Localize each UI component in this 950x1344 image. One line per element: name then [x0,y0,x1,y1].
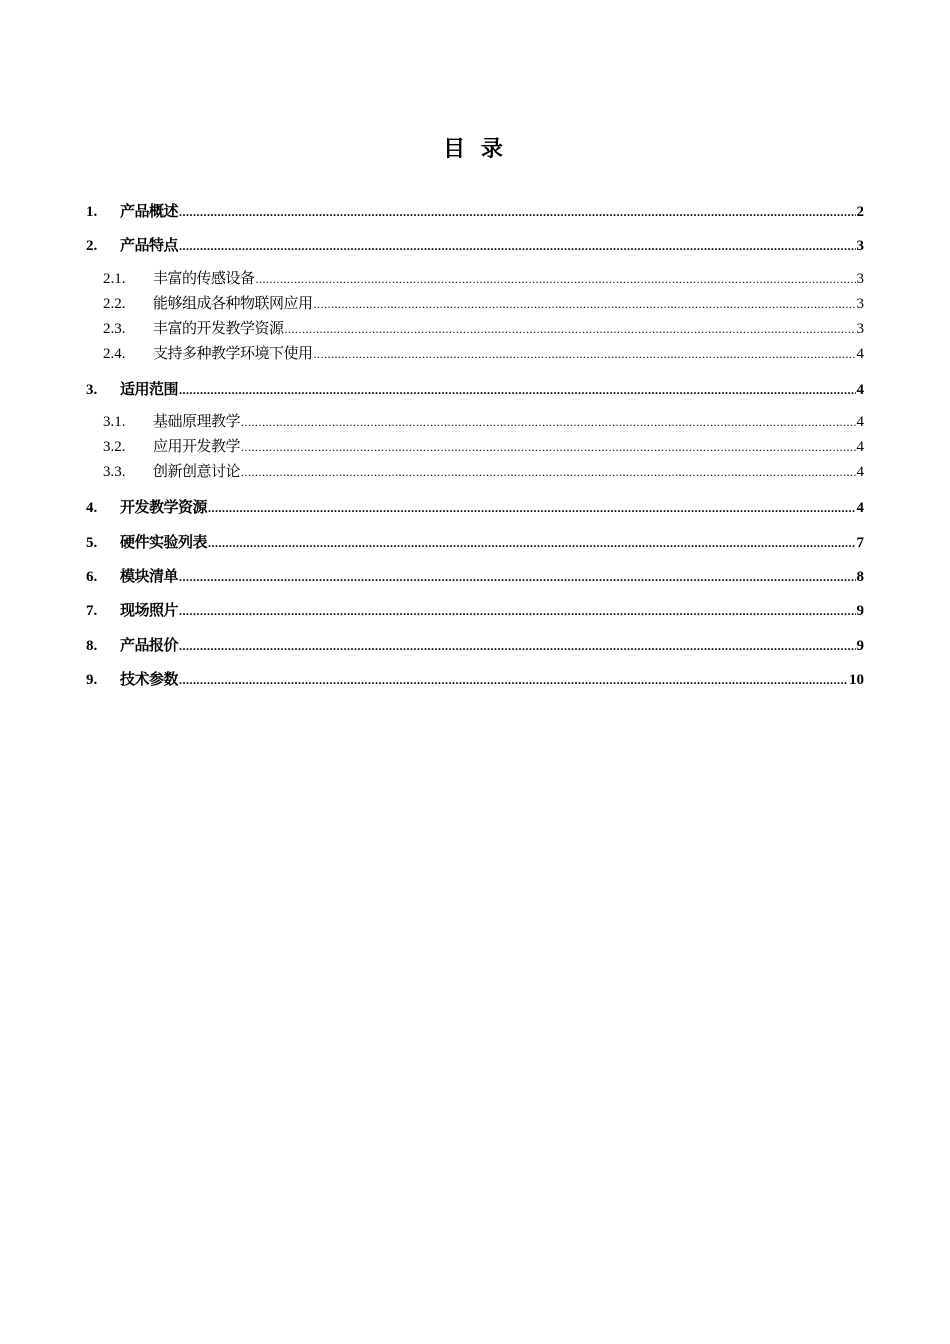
toc-entry-number: 8. [86,637,98,654]
toc-entry-2-4[interactable] [86,341,864,366]
toc-entry-3-3[interactable] [86,459,864,484]
toc-entry-3-1[interactable] [86,409,864,434]
toc-dot-leader [179,597,855,624]
toc-entry-text: 基础原理教学 [153,412,241,431]
toc-entry-number: 6. [86,568,98,585]
toc-dot-leader [179,666,848,693]
toc-entry-text: 产品特点 [120,236,179,255]
toc-list [86,197,864,700]
toc-entry-2-1[interactable] [86,266,864,291]
toc-entry-4[interactable] [86,493,864,521]
toc-dot-leader [241,435,855,459]
toc-entry-text: 适用范围 [120,379,179,398]
toc-dot-leader [179,376,855,403]
toc-dot-leader [208,494,855,521]
toc-entry-number: 7. [86,603,98,620]
toc-entry-number: 2. [86,238,98,255]
toc-entry-number: 3.1. [103,414,126,431]
toc-entry-text: 产品概述 [120,202,179,220]
toc-entry-text: 丰富的开发教学资源 [153,318,284,337]
toc-entry-number: 2.1. [103,270,126,287]
toc-title: 目 录 [443,137,507,162]
toc-entry-page: 7 [856,534,864,551]
toc-entry-2[interactable] [86,231,864,259]
toc-dot-leader [314,342,856,366]
toc-entry-page: 4 [856,439,864,456]
toc-entry-number: 3. [86,381,98,398]
toc-dot-leader [256,267,856,291]
toc-dot-leader [179,563,855,590]
toc-entry-page: 3 [856,320,864,337]
toc-entry-page: 3 [856,238,864,255]
toc-dot-leader [285,317,856,341]
toc-entry-3-2[interactable] [86,434,864,459]
toc-entry-page: 8 [856,568,864,585]
toc-entry-number: 2.2. [103,295,126,312]
toc-entry-3[interactable] [86,375,864,403]
toc-entry-page: 9 [856,603,864,620]
toc-entry-text: 丰富的传感设备 [153,268,255,287]
toc-dot-leader [179,632,855,659]
toc-entry-number: 4. [86,500,98,517]
toc-dot-leader [314,292,856,316]
toc-entry-text: 能够组成各种物联网应用 [153,293,313,312]
toc-entry-number: 3.3. [103,464,126,481]
toc-entry-text: 技术参数 [120,670,179,689]
toc-entry-page: 3 [856,270,864,287]
toc-entry-text: 产品报价 [120,635,179,654]
toc-entry-7[interactable] [86,596,864,624]
toc-entry-2-2[interactable] [86,291,864,316]
toc-entry-page: 4 [856,464,864,481]
toc-entry-number: 2.4. [103,345,126,362]
toc-entry-text: 支持多种教学环境下使用 [153,343,313,362]
toc-entry-number: 3.2. [103,439,126,456]
toc-dot-leader [241,460,855,484]
toc-entry-number: 2.3. [103,320,126,337]
toc-entry-number: 1. [86,204,98,220]
toc-entry-page: 10 [849,672,864,689]
toc-entry-text: 创新创意讨论 [153,462,241,481]
toc-entry-text: 现场照片 [120,601,179,620]
toc-entry-8[interactable] [86,631,864,659]
toc-entry-text: 模块清单 [120,566,179,585]
toc-entry-page: 4 [856,345,864,362]
toc-entry-2-3[interactable] [86,316,864,341]
toc-entry-number: 9. [86,672,98,689]
toc-entry-1[interactable] [86,197,864,225]
toc-entry-6[interactable] [86,562,864,590]
toc-entry-page: 4 [856,381,864,398]
toc-entry-page: 9 [856,637,864,654]
toc-entry-text: 应用开发教学 [153,437,241,456]
toc-entry-page: 4 [856,500,864,517]
toc-entry-9[interactable] [86,665,864,693]
toc-dot-leader [179,232,855,259]
toc-dot-leader [208,529,855,556]
toc-entry-5[interactable] [86,528,864,556]
toc-entry-page: 4 [856,414,864,431]
toc-dot-leader [241,410,855,434]
toc-entry-page: 2 [856,204,864,220]
toc-dot-leader [179,198,855,225]
toc-entry-number: 5. [86,534,98,551]
toc-entry-text: 硬件实验列表 [120,532,208,551]
toc-entry-page: 3 [856,295,864,312]
toc-entry-text: 开发教学资源 [120,498,208,517]
